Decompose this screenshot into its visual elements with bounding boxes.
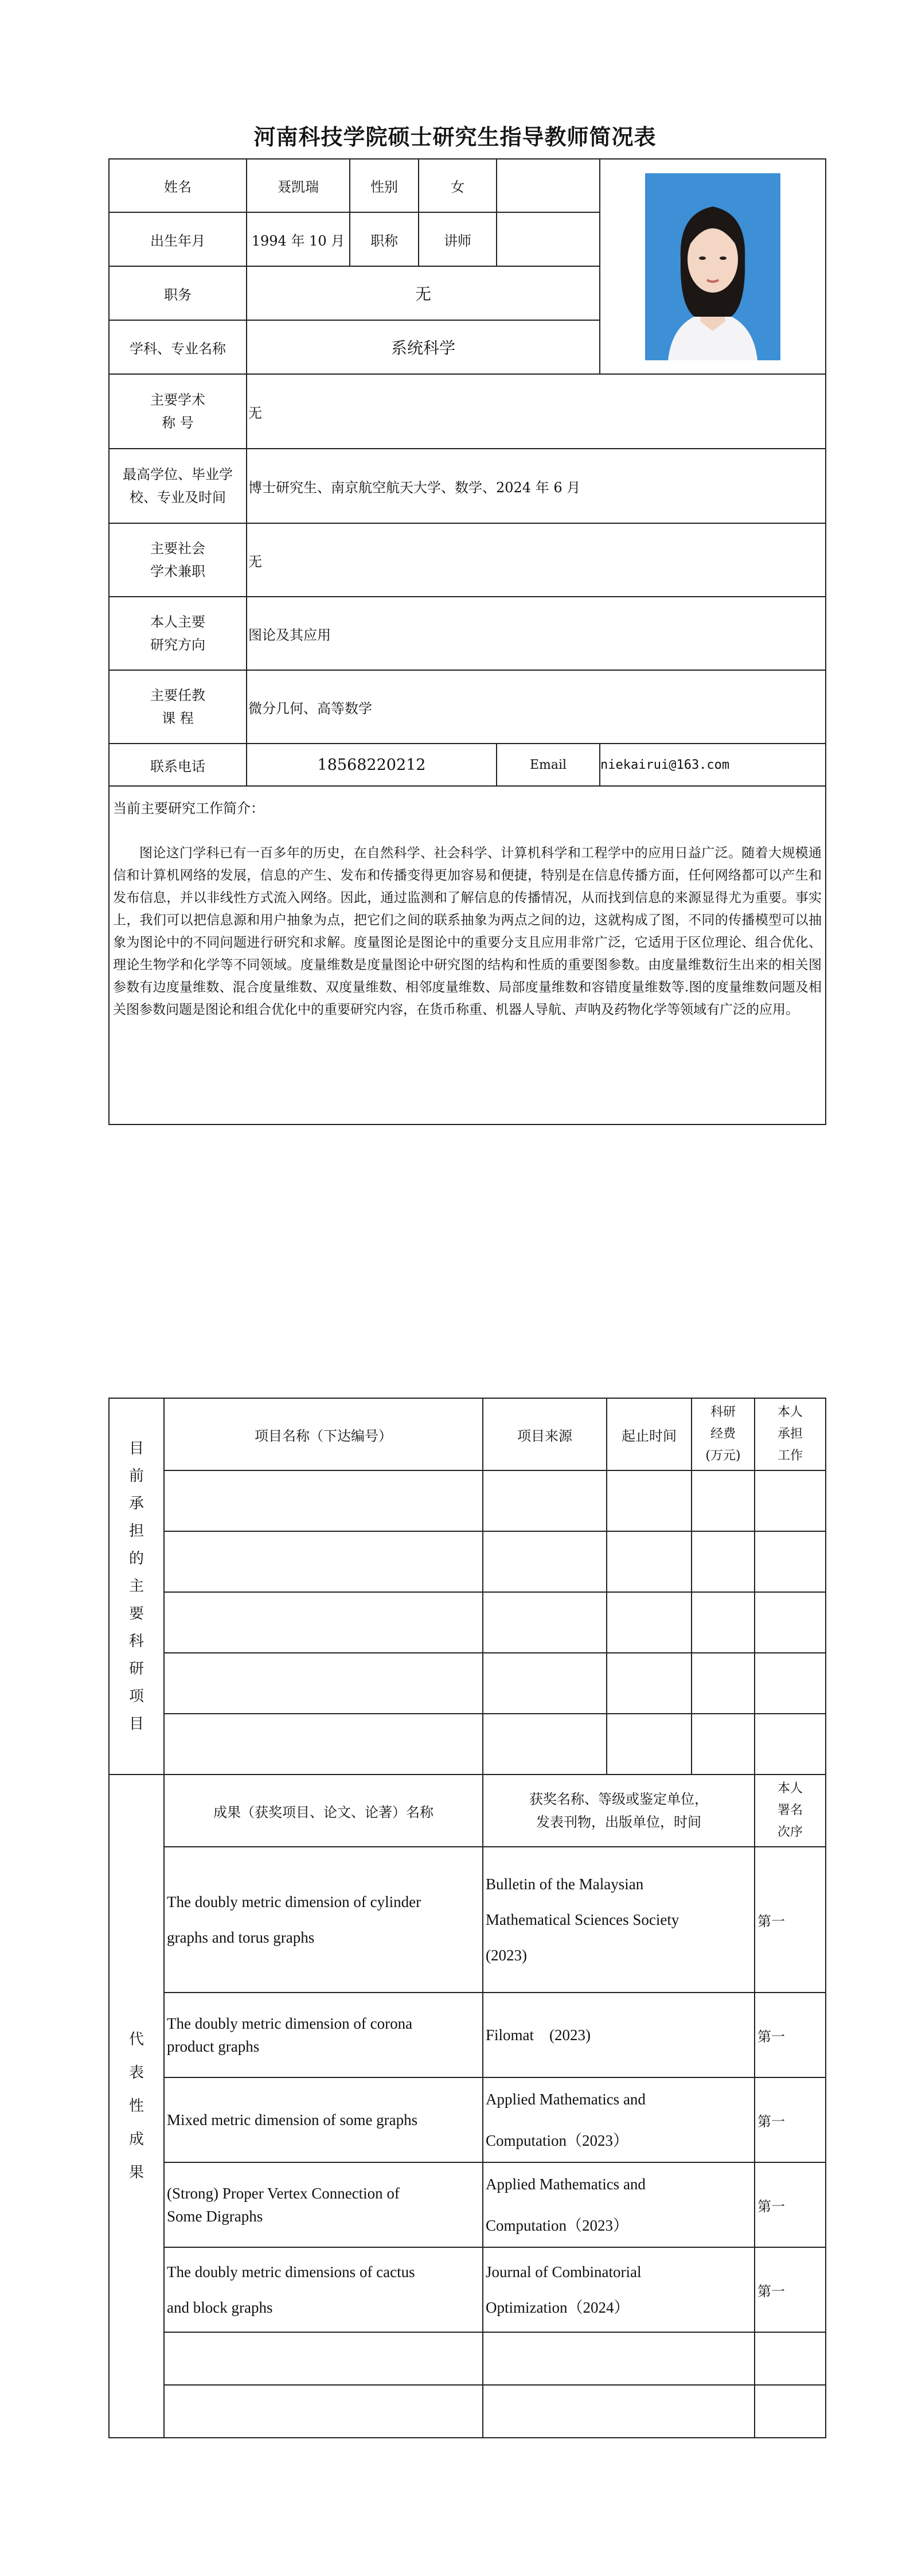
- profile-table: [108, 158, 826, 1125]
- photo-cell: [600, 159, 826, 374]
- achievement-row-empty: [109, 2385, 826, 2438]
- summary-body: 图论这门学科已有一百多年的历史，在自然科学、社会科学、计算机科学和工程学中的应用日益广泛。随着大规模通信和计算机网络的发展，信息的产生、发布和传播变得更加容易和便捷，特别是在信息传播方面，任何网络都可以产生和发布信息，并以非线性方式流入网络。因此，通过监测和了解信息的传播情况，从而找到信息的来源显得尤为重要。事实上，我们可以把信息源和用户抽象为点，把它们之间的联系抽象为两点之间的边，这就构成了图，不同的传播模型可以抽象为图论中的不同问题进行研究和求解。度量图论是图论中的重要分支且应用非常广泛，它适用于区位理论、组合优化、理论生物学和化学等不同领域。度量维数是度量图论中研究图的结构和性质的重要图参数。由度量维数衍生出来的相关图参数有边度量维数、混合度量维数、双度量维数、相邻度量维数、局部度量维数和容错度量维数等.图的度量维数问题及相关图参数问题是图论和组合优化中的重要研究内容，在货币称重、机器人导航、声呐及药物化学等领域有广泛的应用。: [113, 846, 822, 1017]
- subject-label: 学科、专业名称: [109, 320, 247, 374]
- degree-label: 最高学位、毕业学 校、专业及时间: [109, 449, 247, 523]
- profile-photo: [645, 173, 780, 360]
- achievement-title: The doubly metric dimensions of cactus and block graphs: [164, 2247, 483, 2332]
- project-row-empty: [109, 1531, 826, 1592]
- project-row-empty: [109, 1714, 826, 1775]
- side-label-char: 主: [128, 1578, 144, 1595]
- achievement-title: The doubly metric dimension of cylinder graphs and torus graphs: [164, 1847, 483, 1993]
- duty-value: 无: [247, 266, 600, 320]
- achievement-row-empty: [109, 2332, 826, 2385]
- birth-value: 1994 年 10 月: [247, 212, 350, 266]
- achievement-row: [109, 2162, 826, 2247]
- side-label-char: 的: [128, 1550, 144, 1567]
- achievements-header-rank: 本人 署名 次序: [755, 1775, 826, 1847]
- courses-label: 主要任教 课 程: [109, 670, 247, 744]
- title-value: 讲师: [419, 212, 497, 266]
- achievement-venue: Applied Mathematics and Computation（2023）: [483, 2162, 755, 2247]
- subject-value: 系统科学: [247, 320, 600, 374]
- summary-title: 当前主要研究工作简介：: [113, 800, 264, 816]
- side-label-char: 表: [128, 2064, 144, 2081]
- projects-header-name: 项目名称（下达编号）: [164, 1398, 483, 1470]
- achievement-venue: Filomat (2023): [483, 1993, 755, 2077]
- gender-value: 女: [419, 159, 497, 212]
- project-row-empty: [109, 1470, 826, 1531]
- side-label-char: 性: [128, 2098, 144, 2115]
- page-title: 河南科技学院硕士研究生指导教师简况表: [253, 124, 657, 150]
- side-label-char: 果: [128, 2164, 144, 2181]
- side-label-char: 项: [128, 1688, 144, 1705]
- side-label-char: 要: [128, 1605, 144, 1622]
- achievements-side-label: [109, 1775, 164, 2438]
- email-value: niekairui@163.com: [600, 744, 826, 786]
- side-label-char: 目: [128, 1440, 144, 1457]
- academic-title-label: 主要学术 称 号: [109, 374, 247, 449]
- project-row-empty: [109, 1653, 826, 1714]
- side-label-char: 代: [128, 2031, 144, 2048]
- projects-header-period: 起止时间: [607, 1398, 692, 1470]
- projects-header-role: 本人 承担 工作: [755, 1398, 826, 1470]
- achievement-venue: Applied Mathematics and Computation（2023）: [483, 2077, 755, 2162]
- side-label-char: 前: [128, 1468, 144, 1485]
- achievement-row: [109, 2077, 826, 2162]
- research-value: 图论及其应用: [247, 597, 826, 670]
- side-label-char: 担: [128, 1523, 144, 1540]
- achievement-rank: 第一: [755, 1847, 826, 1993]
- achievements-header-venue: 获奖名称、等级或鉴定单位， 发表刊物，出版单位，时间: [483, 1775, 755, 1847]
- social-label: 主要社会 学术兼职: [109, 523, 247, 597]
- projects-header-funds: 科研 经费 (万元): [692, 1398, 755, 1470]
- side-label-char: 成: [128, 2131, 144, 2148]
- social-value: 无: [247, 523, 826, 597]
- achievement-rank: 第一: [755, 1993, 826, 2077]
- name-label: 姓名: [109, 159, 247, 212]
- projects-header-source: 项目来源: [483, 1398, 607, 1470]
- achievement-title: (Strong) Proper Vertex Connection of Some Digraphs: [164, 2162, 483, 2247]
- phone-label: 联系电话: [109, 744, 247, 786]
- achievement-row: [109, 1847, 826, 1993]
- gender-label: 性别: [350, 159, 419, 212]
- side-label-char: 承: [128, 1495, 144, 1512]
- achievement-venue: Bulletin of the Malaysian Mathematical Sciences Society (2023): [483, 1847, 755, 1993]
- phone-value: 18568220212: [247, 744, 497, 786]
- achievement-rank: 第一: [755, 2077, 826, 2162]
- achievement-title: The doubly metric dimension of corona product graphs: [164, 1993, 483, 2077]
- courses-value: 微分几何、高等数学: [247, 670, 826, 744]
- achievement-venue: Journal of Combinatorial Optimization（2024）: [483, 2247, 755, 2332]
- achievement-row: [109, 2247, 826, 2332]
- side-label-char: 目: [128, 1715, 144, 1733]
- summary-cell: [109, 786, 826, 1124]
- achievement-rank: 第一: [755, 2162, 826, 2247]
- title-label: 职称: [350, 212, 419, 266]
- side-label-char: 研: [128, 1660, 144, 1678]
- achievement-title: Mixed metric dimension of some graphs: [164, 2077, 483, 2162]
- achievements-header-name: 成果（获奖项目、论文、论著）名称: [164, 1775, 483, 1847]
- name-value: 聂凯瑞: [247, 159, 350, 212]
- research-label: 本人主要 研究方向: [109, 597, 247, 670]
- projects-side-label: [109, 1398, 164, 1775]
- project-row-empty: [109, 1592, 826, 1653]
- academic-title-value: 无: [247, 374, 826, 449]
- degree-value: 博士研究生、南京航空航天大学、数学、2024 年 6 月: [247, 449, 826, 523]
- duty-label: 职务: [109, 266, 247, 320]
- email-label: Email: [497, 744, 600, 786]
- achievement-row: [109, 1993, 826, 2077]
- side-label-char: 科: [128, 1633, 144, 1650]
- achievement-rank: 第一: [755, 2247, 826, 2332]
- birth-label: 出生年月: [109, 212, 247, 266]
- research-table: [108, 1398, 826, 2438]
